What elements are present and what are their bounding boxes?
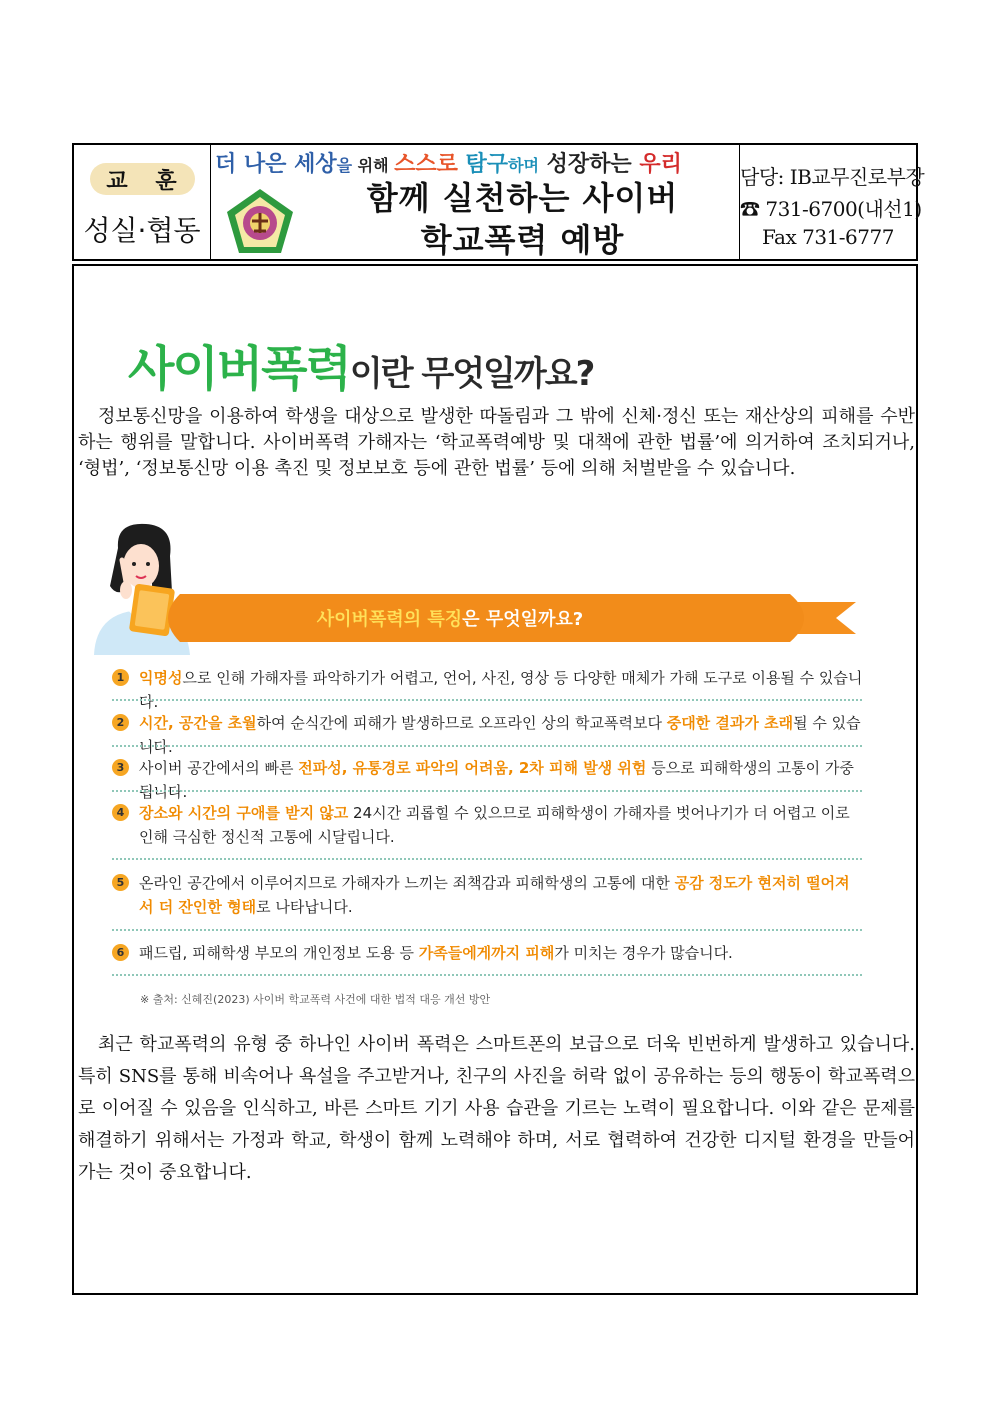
contact-person: 담당: IB교무진로부장 (740, 165, 925, 189)
feature-item: 4 장소와 시간의 구애를 받지 않고 24시간 괴롭힐 수 있으므로 피해학생이 가해자를 벗어나기가 더 어렵고 이로인해 극심한 정신적 고통에 시달립니다. (112, 801, 864, 849)
feature-item: 1 익명성으로 인해 가해자를 파악하기가 어렵고, 언어, 사진, 영상 등 다양한 매체가 가해 도구로 이용될 수 있습니다. (112, 666, 864, 714)
section-heading: 사이버폭력이란 무엇일까요? (128, 341, 594, 397)
item-number-badge: 3 (112, 759, 129, 776)
item-divider (112, 699, 862, 701)
features-banner: 사이버폭력의 특징 은 무엇일까요? (316, 609, 584, 630)
item-divider (112, 974, 862, 976)
school-slogan: 더 나은 세상을 위해 스스로 탐구하며 성장하는 우리 (215, 152, 682, 177)
item-number-badge: 1 (112, 669, 129, 686)
school-motto-cell (74, 145, 211, 259)
item-number-badge: 2 (112, 714, 129, 731)
motto-label: 교 훈 (90, 163, 195, 195)
title-cell (211, 145, 740, 259)
intro-paragraph: 정보통신망을 이용하여 학생을 대상으로 발생한 따돌림과 그 밖에 신체·정신 또는 재산상의 피해를 수반하는 행위를 말합니다. 사이버폭력 가해자는 ‘학교폭력예방 및 대책에 관한 법률’에 의거하여 조치되거나, ‘형법’, ‘정보통신망 이용 촉진 및 정보보호 등에 관한 법률’ 등에 의해 처벌받을 수 있습니다. (78, 406, 915, 479)
item-divider (112, 858, 862, 860)
feature-item: 5 온라인 공간에서 이루어지므로 가해자가 느끼는 죄책감과 피해학생의 고통에 대한 공감 정도가 현저히 떨어져서 더 잔인한 형태로 나타납니다. (112, 871, 864, 919)
document-header (72, 143, 925, 261)
item-number-badge: 6 (112, 944, 129, 961)
document-title: 함께 실천하는 사이버 학교폭력 예방 (366, 179, 679, 259)
source-note: ※ 출처: 신혜진(2023) 사이버 학교폭력 사건에 대한 법적 대응 개선 방안 (140, 993, 491, 1006)
motto-text: 성실·협동 (83, 214, 201, 247)
contact-fax: Fax 731-6777 (762, 225, 894, 249)
item-divider (112, 790, 862, 792)
feature-item: 2 시간, 공간을 초월하여 순식간에 피해가 발생하므로 오프라인 상의 학교폭력보다 중대한 결과가 초래될 수 있습니다. (112, 711, 864, 759)
item-divider (112, 745, 862, 747)
item-number-badge: 4 (112, 804, 129, 821)
feature-item: 6 패드립, 피해학생 부모의 개인정보 도용 등 가족들에게까지 피해가 미치는 경우가 많습니다. (112, 941, 864, 965)
closing-paragraph: 최근 학교폭력의 유형 중 하나인 사이버 폭력은 스마트폰의 보급으로 더욱 빈번하게 발생하고 있습니다. 특히 SNS를 통해 비속어나 욕설을 주고받거나, 친구의 사진을 허락 없이 공유하는 등의 행동이 학교폭력으로 이어질 수 있음을 인식하고, 바른 스마트 기기 사용 습관을 기르는 노력이 필요합니다. 이와 같은 문제를 해결하기 위해서는 가정과 학교, 학생이 함께 노력해야 하며, 서로 협력하여 건강한 디지털 환경을 만들어 가는 것이 중요합니다. (78, 1034, 915, 1183)
item-divider (112, 929, 862, 931)
contact-phone: ☎ 731-6700(내선1) (740, 197, 922, 221)
feature-item: 3 사이버 공간에서의 빠른 전파성, 유통경로 파악의 어려움, 2차 피해 발생 위험 등으로 피해학생의 고통이 가중됩니다. (112, 756, 864, 804)
item-number-badge: 5 (112, 874, 129, 891)
contact-cell (740, 145, 925, 259)
school-emblem-icon (223, 185, 297, 259)
